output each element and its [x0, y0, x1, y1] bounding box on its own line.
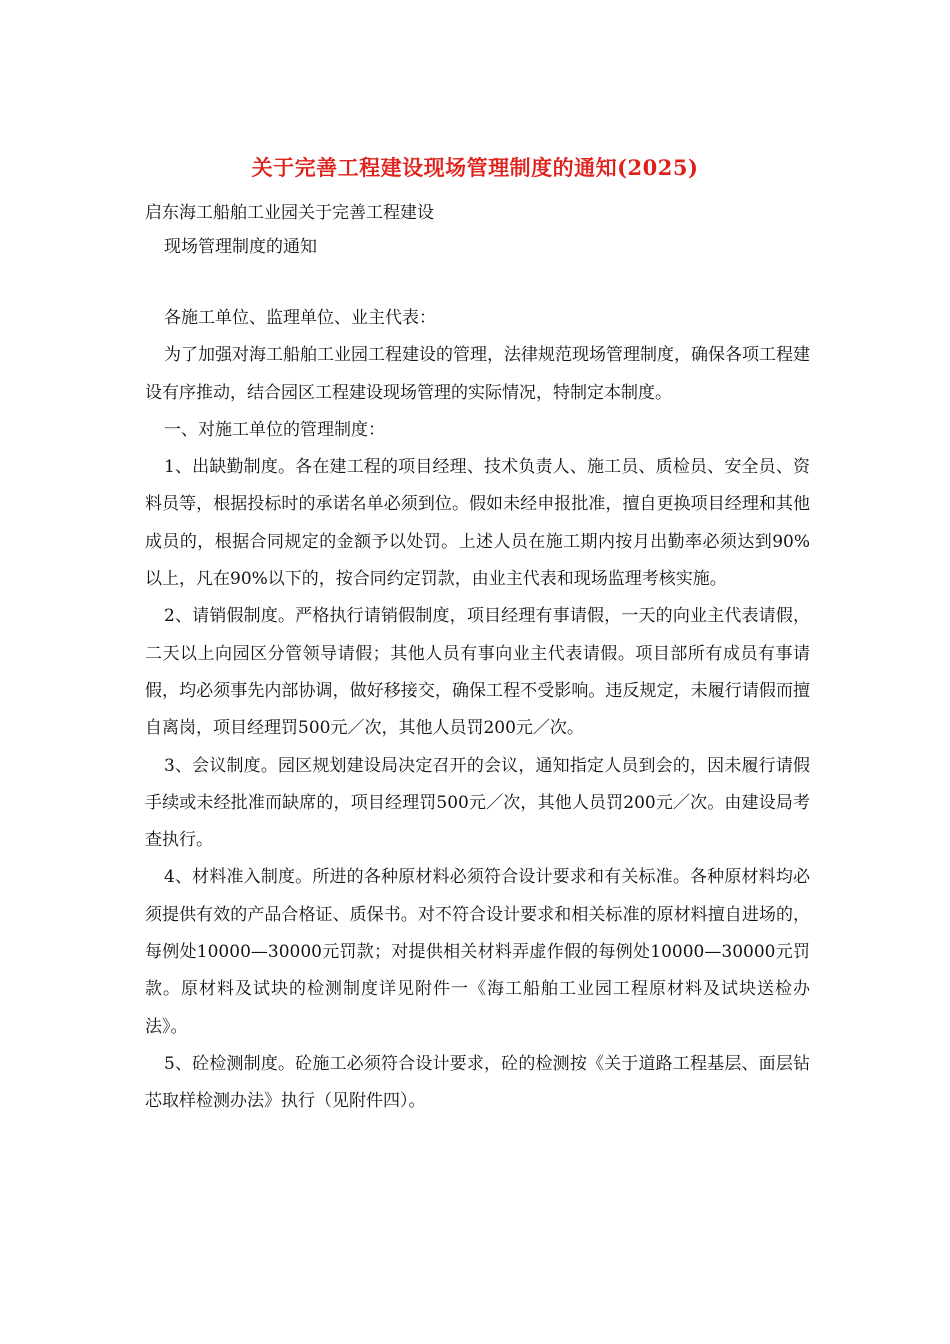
paragraph-intro: 为了加强对海工船舶工业园工程建设的管理，法律规范现场管理制度，确保各项工程建设有序推动，结合园区工程建设现场管理的实际情况，特制定本制度。	[145, 345, 810, 403]
paragraph-item-3: 3、会议制度。园区规划建设局决定召开的会议，通知指定人员到会的，因未履行请假手续或未经批准而缺席的，项目经理罚500元／次，其他人员罚200元／次。由建设局考查执行。	[145, 755, 810, 851]
paragraph-item-5: 5、砼检测制度。砼施工必须符合设计要求，砼的检测按《关于道路工程基层、面层钻芯取样检测办法》执行（见附件四）。	[145, 1053, 810, 1112]
header-line-2: 现场管理制度的通知	[164, 237, 317, 257]
paragraph-item-2: 2、请销假制度。严格执行请销假制度，项目经理有事请假，一天的向业主代表请假，二天以上向园区分管领导请假；其他人员有事向业主代表请假。项目部所有成员有事请假，均必须事先内部协调，做好移接交，确保工程不受影响。违反规定，未履行请假而擅自离岗，项目经理罚500元／次，其他人员罚200元／次。	[145, 606, 810, 739]
salutation: 各施工单位、监理单位、业主代表：	[164, 308, 436, 328]
header-line-1: 启东海工船舶工业园关于完善工程建设	[145, 203, 434, 223]
section-heading: 一、对施工单位的管理制度：	[164, 419, 385, 440]
document-body	[145, 300, 810, 1121]
document-title: 关于完善工程建设现场管理制度的通知(2025)	[251, 155, 699, 180]
paragraph-item-1: 1、出缺勤制度。各在建工程的项目经理、技术负责人、施工员、质检员、安全员、资料员等，根据投标时的承诺名单必须到位。假如未经申报批准，擅自更换项目经理和其他成员的，根据合同规定的金额予以处罚。上述人员在施工期内按月出勤率必须达到90%以上，凡在90%以下的，按合同约定罚款，由业主代表和现场监理考核实施。	[145, 457, 810, 590]
paragraph-item-4: 4、材料准入制度。所进的各种原材料必须符合设计要求和有关标准。各种原材料均必须提供有效的产品合格证、质保书。对不符合设计要求和相关标准的原材料擅自进场的，每例处10000—30000元罚款；对提供相关材料弄虚作假的每例处10000—30000元罚款。原材料及试块的检测制度详见附件一《海工船舶工业园工程原材料及试块送检办法》。	[145, 867, 810, 1037]
